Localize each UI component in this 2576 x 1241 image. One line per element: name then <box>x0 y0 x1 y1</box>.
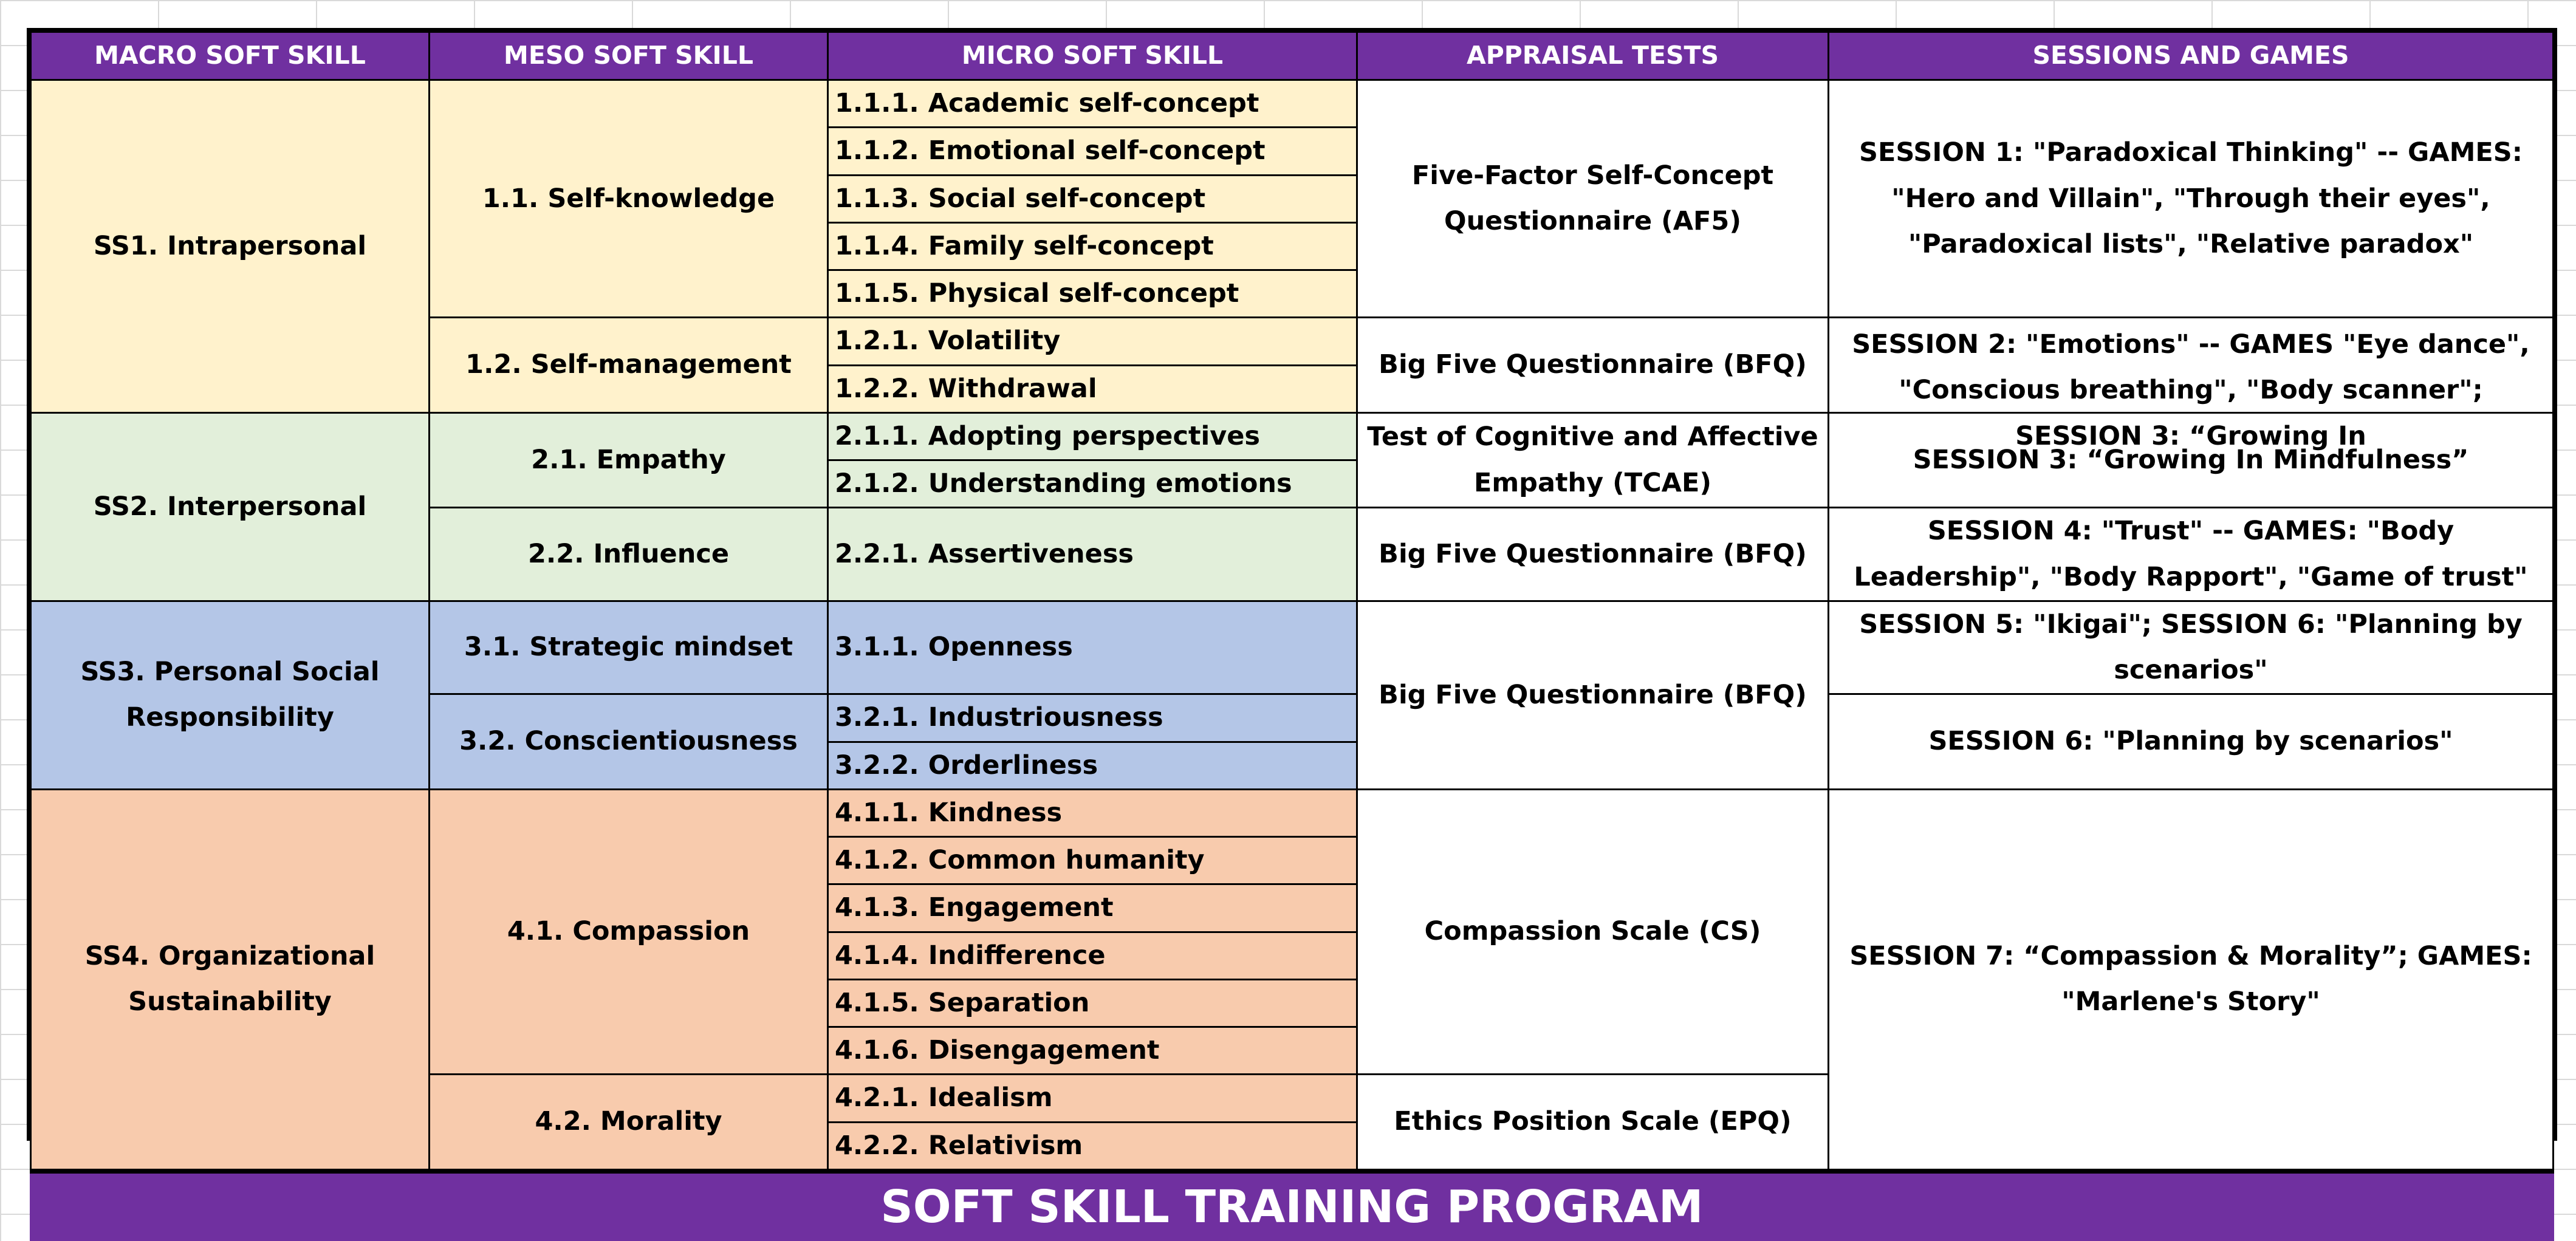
micro-2-2-1: 2.2.1. Assertiveness <box>828 508 1357 601</box>
meso-4-1: 4.1. Compassion <box>430 789 828 1075</box>
header-macro: MACRO SOFT SKILL <box>31 32 430 80</box>
test-bfq-1: Big Five Questionnaire (BFQ) <box>1357 318 1829 413</box>
header-tests: APPRAISAL TESTS <box>1357 32 1829 80</box>
meso-4-2: 4.2. Morality <box>430 1075 828 1170</box>
micro-3-1-1: 3.1.1. Openness <box>828 601 1357 694</box>
micro-4-1-1: 4.1.1. Kindness <box>828 789 1357 836</box>
test-af5: Five-Factor Self-Concept Questionnaire (AF5) <box>1357 80 1829 318</box>
micro-1-2-2: 1.2.2. Withdrawal <box>828 365 1357 412</box>
meso-1-2: 1.2. Self-management <box>430 318 828 413</box>
meso-2-1: 2.1. Empathy <box>430 412 828 508</box>
micro-4-1-4: 4.1.4. Indifference <box>828 932 1357 979</box>
micro-1-2-1: 1.2.1. Volatility <box>828 318 1357 365</box>
header-micro: MICRO SOFT SKILL <box>828 32 1357 80</box>
test-tcae: Test of Cognitive and Affective Empathy (TCAE) <box>1357 412 1829 508</box>
macro-ss2: SS2. Interpersonal <box>31 412 430 601</box>
micro-1-1-2: 1.1.2. Emotional self-concept <box>828 128 1357 175</box>
macro-ss4: SS4. Organizational Sustainability <box>31 789 430 1169</box>
micro-3-2-2: 3.2.2. Orderliness <box>828 742 1357 789</box>
micro-4-2-2: 4.2.2. Relativism <box>828 1122 1357 1169</box>
micro-4-2-1: 4.2.1. Idealism <box>828 1075 1357 1122</box>
test-bfq-3: Big Five Questionnaire (BFQ) <box>1357 601 1829 789</box>
macro-ss3: SS3. Personal Social Responsibility <box>31 601 430 789</box>
session-7: SESSION 7: “Compassion & Morality”; GAMES: "Marlene's Story" <box>1829 789 2554 1169</box>
meso-3-1: 3.1. Strategic mindset <box>430 601 828 694</box>
micro-4-1-5: 4.1.5. Separation <box>828 979 1357 1027</box>
session-3: SESSION 3: “Growing In Mindfulness” <box>1829 412 2554 508</box>
micro-4-1-3: 4.1.3. Engagement <box>828 884 1357 932</box>
meso-3-2: 3.2. Conscientiousness <box>430 694 828 790</box>
micro-1-1-4: 1.1.4. Family self-concept <box>828 222 1357 270</box>
micro-4-1-2: 4.1.2. Common humanity <box>828 837 1357 884</box>
program-title-banner: SOFT SKILL TRAINING PROGRAM <box>30 1171 2554 1241</box>
micro-1-1-5: 1.1.5. Physical self-concept <box>828 270 1357 318</box>
session-5: SESSION 5: "Ikigai"; SESSION 6: "Planning by scenarios" <box>1829 601 2554 694</box>
skills-grid <box>30 31 2554 1171</box>
session-2-text: SESSION 2: "Emotions" -- GAMES "Eye dance", "Conscious breathing", "Body scanner"; SESSION 3: “Growing In <box>1852 329 2530 451</box>
micro-4-1-6: 4.1.6. Disengagement <box>828 1027 1357 1075</box>
session-6: SESSION 6: "Planning by scenarios" <box>1829 694 2554 790</box>
macro-ss1: SS1. Intrapersonal <box>31 80 430 413</box>
session-1: SESSION 1: "Paradoxical Thinking" -- GAMES: "Hero and Villain", "Through their eyes", "Paradoxical lists", "Relative paradox" <box>1829 80 2554 318</box>
micro-2-1-1: 2.1.1. Adopting perspectives <box>828 412 1357 460</box>
micro-1-1-1: 1.1.1. Academic self-concept <box>828 80 1357 128</box>
session-2 <box>1829 318 2554 451</box>
soft-skill-table <box>27 28 2557 1234</box>
test-bfq-2: Big Five Questionnaire (BFQ) <box>1357 508 1829 601</box>
micro-3-2-1: 3.2.1. Industriousness <box>828 694 1357 742</box>
test-epq: Ethics Position Scale (EPQ) <box>1357 1075 1829 1170</box>
test-cs: Compassion Scale (CS) <box>1357 789 1829 1075</box>
header-sessions: SESSIONS AND GAMES <box>1829 32 2554 80</box>
micro-2-1-2: 2.1.2. Understanding emotions <box>828 460 1357 508</box>
meso-2-2: 2.2. Influence <box>430 508 828 601</box>
micro-1-1-3: 1.1.3. Social self-concept <box>828 175 1357 222</box>
session-4: SESSION 4: "Trust" -- GAMES: "Body Leadership", "Body Rapport", "Game of trust" <box>1829 508 2554 601</box>
meso-1-1: 1.1. Self-knowledge <box>430 80 828 318</box>
header-meso: MESO SOFT SKILL <box>430 32 828 80</box>
